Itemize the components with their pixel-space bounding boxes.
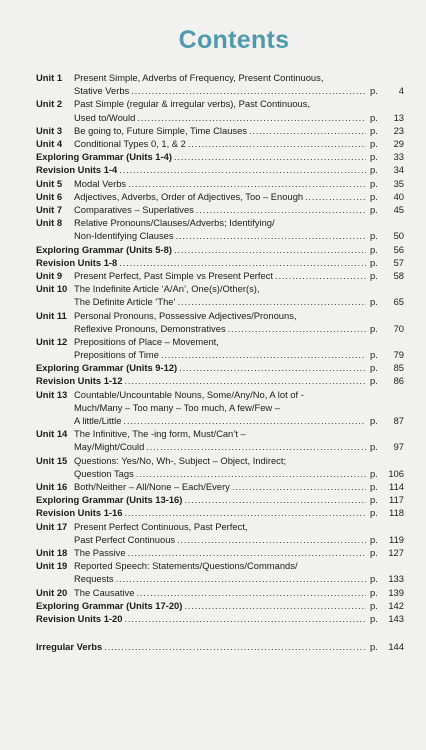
entry-line <box>74 190 366 203</box>
toc-section-heading <box>36 150 404 163</box>
dot-leader <box>305 190 366 203</box>
page-number: 13 <box>393 111 404 123</box>
unit-label: Unit 16 <box>36 481 68 492</box>
entry-title: Past Perfect Continuous <box>74 533 176 545</box>
page-prefix: p. <box>370 151 378 163</box>
page-prefix: p. <box>370 546 378 558</box>
page-reference <box>370 493 404 506</box>
entry-text <box>74 203 366 216</box>
toc-section-heading <box>36 361 404 374</box>
toc-section-heading <box>36 612 404 625</box>
entry-line <box>74 216 366 229</box>
entry-title: Revision Units 1-12 <box>36 375 123 387</box>
dot-leader <box>176 229 366 242</box>
entry-line <box>36 599 366 612</box>
toc-entry <box>36 203 404 216</box>
entry-line <box>74 414 366 427</box>
page-prefix: p. <box>370 203 378 215</box>
page-number: 57 <box>393 256 404 268</box>
page-reference <box>370 361 404 374</box>
page-reference <box>370 506 404 519</box>
dot-leader <box>125 506 367 519</box>
entry-text <box>74 520 366 546</box>
entry-line <box>74 401 366 414</box>
entry-title: Revision Units 1-16 <box>36 507 123 519</box>
entry-text <box>74 586 366 599</box>
toc-section-heading <box>36 374 404 387</box>
entry-title: The Passive <box>74 546 126 558</box>
dot-leader <box>228 322 366 335</box>
toc-entry <box>36 190 404 203</box>
page-reference <box>370 71 404 97</box>
unit-label: Unit 10 <box>36 283 68 295</box>
entry-line <box>74 97 366 110</box>
page-number: 45 <box>393 203 404 215</box>
dot-leader <box>119 163 366 176</box>
entry-title: May/Might/Could <box>74 441 145 453</box>
entry-text <box>74 559 366 585</box>
dot-leader <box>136 467 366 480</box>
entry-title: Reflexive Pronouns, Demonstratives <box>74 322 226 334</box>
dot-leader <box>275 269 366 282</box>
dot-leader <box>119 256 366 269</box>
page-prefix: p. <box>370 164 378 176</box>
page-prefix: p. <box>370 573 378 585</box>
toc-entry <box>36 282 404 308</box>
unit-label: Unit 13 <box>36 388 68 400</box>
entry-title: Past Simple (regular & irregular verbs), Past Continuous, <box>74 98 311 110</box>
unit-label: Unit 20 <box>36 586 68 598</box>
dot-leader <box>131 84 366 97</box>
entry-title: Exploring Grammar (Units 17-20) <box>36 599 183 611</box>
entry-title: Question Tags <box>74 467 134 479</box>
dot-leader <box>128 177 366 190</box>
entry-title: Exploring Grammar (Units 13-16) <box>36 494 183 506</box>
page-reference <box>370 480 404 493</box>
page-prefix: p. <box>370 349 378 361</box>
page-reference <box>370 97 404 123</box>
page-reference <box>370 203 404 216</box>
dot-leader <box>184 493 366 506</box>
page-number: 65 <box>393 296 404 308</box>
entry-text <box>36 612 366 625</box>
entry-title: Present Simple, Adverbs of Frequency, Present Continuous, <box>74 72 324 83</box>
unit-label: Unit 2 <box>36 98 63 110</box>
unit-label: Unit 5 <box>36 177 63 189</box>
page-number: 142 <box>388 599 404 611</box>
page-prefix: p. <box>370 322 378 334</box>
entry-title: Reported Speech: Statements/Questions/Commands/ <box>74 560 298 572</box>
toc-entry <box>36 388 404 428</box>
page-number: 144 <box>388 641 404 653</box>
entry-title: Much/Many – Too many – Too much, A few/Few – <box>74 401 281 413</box>
toc-entry <box>36 177 404 190</box>
page-reference <box>370 190 404 203</box>
page-number: 85 <box>393 362 404 374</box>
entry-title: Revision Units 1-20 <box>36 612 123 624</box>
page-prefix: p. <box>370 586 378 598</box>
page-prefix: p. <box>370 243 378 255</box>
dot-leader <box>146 440 366 453</box>
page-prefix: p. <box>370 415 378 427</box>
page-number: 40 <box>393 190 404 202</box>
page-prefix: p. <box>370 256 378 268</box>
page-reference <box>370 137 404 150</box>
entry-text <box>74 427 366 453</box>
entry-line <box>74 546 366 559</box>
entry-title: Personal Pronouns, Possessive Adjectives/Pronouns, <box>74 309 297 321</box>
page-number: 118 <box>389 507 404 519</box>
dot-leader <box>249 124 366 137</box>
page-reference <box>370 309 404 335</box>
toc-entry <box>36 454 404 480</box>
table-of-contents <box>36 71 404 653</box>
toc-section-heading <box>36 506 404 519</box>
entry-text <box>74 282 366 308</box>
entry-title: Non-Identifying Clauses <box>74 230 174 242</box>
page-reference <box>370 335 404 361</box>
page-number: 79 <box>393 349 404 361</box>
entry-line <box>74 229 366 242</box>
entry-text <box>36 599 366 612</box>
entry-line <box>74 137 366 150</box>
page-reference <box>370 546 404 559</box>
entry-text <box>36 150 366 163</box>
dot-leader <box>161 348 366 361</box>
toc-section-heading <box>36 493 404 506</box>
dot-leader <box>174 150 366 163</box>
entry-line <box>36 612 366 625</box>
page-prefix: p. <box>370 296 378 308</box>
page-number: 4 <box>398 85 404 97</box>
page-reference <box>370 559 404 585</box>
entry-title: The Causative <box>74 586 135 598</box>
page-title: Contents <box>178 26 290 54</box>
entry-text <box>36 493 366 506</box>
dot-leader <box>196 203 366 216</box>
entry-title: Conditional Types 0, 1, & 2 <box>74 137 186 149</box>
entry-text <box>36 163 366 176</box>
page-number: 70 <box>393 322 404 334</box>
dot-leader <box>116 572 366 585</box>
page-prefix: p. <box>370 612 378 624</box>
unit-label: Unit 7 <box>36 203 63 215</box>
page-reference <box>370 599 404 612</box>
dot-leader <box>174 243 366 256</box>
entry-line <box>74 295 366 308</box>
entry-text <box>74 124 366 137</box>
entry-line <box>36 243 366 256</box>
page-reference <box>370 388 404 428</box>
page-number: 23 <box>393 124 404 136</box>
toc-entry <box>36 309 404 335</box>
toc-entry <box>36 559 404 585</box>
page-prefix: p. <box>370 124 378 136</box>
page-number: 56 <box>393 243 404 255</box>
page-number: 58 <box>393 269 404 281</box>
page-reference <box>370 282 404 308</box>
entry-title: Present Perfect, Past Simple vs Present Perfect <box>74 269 274 281</box>
entry-text <box>74 177 366 190</box>
page-reference <box>370 427 404 453</box>
toc-section-heading <box>36 243 404 256</box>
entry-title: Exploring Grammar (Units 5-8) <box>36 243 172 255</box>
page-prefix: p. <box>370 494 378 506</box>
entry-line <box>36 493 366 506</box>
entry-text <box>74 454 366 480</box>
entry-line <box>74 203 366 216</box>
toc-entry <box>36 269 404 282</box>
dot-leader <box>125 612 367 625</box>
toc-entry <box>36 137 404 150</box>
unit-label: Unit 11 <box>36 309 67 321</box>
entry-text <box>74 309 366 335</box>
dot-leader <box>104 640 366 653</box>
entry-line <box>74 559 366 572</box>
entry-title: Used to/Would <box>74 111 136 123</box>
dot-leader <box>188 137 366 150</box>
page-prefix: p. <box>370 375 378 387</box>
page-prefix: p. <box>370 85 378 97</box>
entry-title: Be going to, Future Simple, Time Clauses <box>74 124 247 136</box>
entry-title: Prepositions of Time <box>74 349 159 361</box>
entry-line <box>36 361 366 374</box>
entry-title: The Infinitive, The -ing form, Must/Can’t – <box>74 428 246 440</box>
entry-text <box>74 546 366 559</box>
toc-entry <box>36 71 404 97</box>
entry-line <box>74 427 366 440</box>
unit-label: Unit 12 <box>36 335 68 347</box>
entry-text <box>36 361 366 374</box>
page-number: 106 <box>388 467 404 479</box>
page-number: 35 <box>393 177 404 189</box>
entry-line <box>74 84 366 97</box>
page-prefix: p. <box>370 111 378 123</box>
entry-title: Revision Units 1-8 <box>36 256 118 268</box>
page-number: 127 <box>388 546 404 558</box>
page-reference <box>370 163 404 176</box>
dot-leader <box>123 414 366 427</box>
dot-leader <box>179 361 366 374</box>
toc-section-heading <box>36 256 404 269</box>
entry-title: Adjectives, Adverbs, Order of Adjectives, Too – Enough <box>74 190 304 202</box>
unit-label: Unit 19 <box>36 560 68 572</box>
entry-title: Questions: Yes/No, Wh-, Subject – Object, Indirect; <box>74 454 287 466</box>
dot-leader <box>136 586 366 599</box>
dot-leader <box>184 599 366 612</box>
dot-leader <box>178 295 366 308</box>
unit-label: Unit 8 <box>36 217 63 229</box>
entry-title: Present Perfect Continuous, Past Perfect, <box>74 520 248 532</box>
page-reference <box>370 243 404 256</box>
entry-text <box>74 216 366 242</box>
page-reference <box>370 454 404 480</box>
entry-line <box>74 533 366 546</box>
entry-line <box>74 111 366 124</box>
page-reference <box>370 124 404 137</box>
toc-section-heading <box>36 163 404 176</box>
entry-line <box>36 374 366 387</box>
entry-title: Modal Verbs <box>74 177 127 189</box>
toc-entry <box>36 520 404 546</box>
entry-line <box>36 640 366 653</box>
entry-text <box>74 190 366 203</box>
entry-title: Exploring Grammar (Units 1-4) <box>36 151 172 163</box>
toc-entry <box>36 335 404 361</box>
page-number: 119 <box>389 533 404 545</box>
page-prefix: p. <box>370 641 378 653</box>
page-number: 87 <box>393 415 404 427</box>
entry-title: Countable/Uncountable Nouns, Some/Any/No, A lot of - <box>74 388 304 400</box>
entry-text <box>74 71 366 97</box>
entry-text <box>36 506 366 519</box>
entry-line <box>74 124 366 137</box>
page-number: 29 <box>393 137 404 149</box>
entry-line <box>74 388 366 401</box>
unit-label: Unit 4 <box>36 137 63 149</box>
page-number: 139 <box>388 586 404 598</box>
entry-title: Requests <box>74 573 114 585</box>
entry-title: A little/Little <box>74 415 122 427</box>
entry-text <box>36 640 366 653</box>
toc-entry <box>36 546 404 559</box>
dot-leader <box>177 533 366 546</box>
entry-title: Revision Units 1-4 <box>36 164 118 176</box>
page-reference <box>370 374 404 387</box>
page-prefix: p. <box>370 533 378 545</box>
entry-text <box>74 269 366 282</box>
dot-leader <box>232 480 366 493</box>
entry-line <box>74 572 366 585</box>
page-prefix: p. <box>370 362 378 374</box>
entry-line <box>74 520 366 533</box>
unit-label: Unit 9 <box>36 269 63 281</box>
entry-title: Relative Pronouns/Clauses/Adverbs; Identifying/ <box>74 217 275 229</box>
entry-text <box>36 374 366 387</box>
page-number: 86 <box>393 375 404 387</box>
entry-line <box>74 348 366 361</box>
entry-line <box>36 150 366 163</box>
page-reference <box>370 612 404 625</box>
page-prefix: p. <box>370 177 378 189</box>
page-reference <box>370 520 404 546</box>
dot-leader <box>125 374 367 387</box>
unit-label: Unit 15 <box>36 454 68 466</box>
page-number: 34 <box>393 164 404 176</box>
entry-line <box>74 440 366 453</box>
entry-title: Irregular Verbs <box>36 641 103 653</box>
entry-line <box>74 282 366 295</box>
page-reference <box>370 177 404 190</box>
toc-entry <box>36 97 404 123</box>
unit-label: Unit 6 <box>36 190 63 202</box>
unit-label: Unit 3 <box>36 124 63 136</box>
entry-title: Prepositions of Place – Movement, <box>74 335 219 347</box>
page-number: 114 <box>389 481 404 492</box>
entry-text <box>74 480 366 493</box>
entry-line <box>74 454 366 467</box>
page-prefix: p. <box>370 441 378 453</box>
unit-label: Unit 1 <box>36 72 63 83</box>
entry-title: The Definite Article ‘The’ <box>74 296 176 308</box>
entry-line <box>74 335 366 348</box>
page-number: 117 <box>389 494 404 506</box>
page-reference <box>370 269 404 282</box>
entry-title: Stative Verbs <box>74 85 130 97</box>
entry-text <box>74 388 366 428</box>
entry-line <box>74 71 366 84</box>
page-number: 50 <box>393 230 404 242</box>
entry-title: Exploring Grammar (Units 9-12) <box>36 362 178 374</box>
entry-text <box>74 137 366 150</box>
entry-title: Comparatives – Superlatives <box>74 203 194 215</box>
page-number: 133 <box>388 573 404 585</box>
entry-line <box>36 506 366 519</box>
page-reference <box>370 256 404 269</box>
entry-text <box>36 256 366 269</box>
page-prefix: p. <box>370 481 378 492</box>
entry-line <box>74 467 366 480</box>
toc-entry <box>36 216 404 242</box>
page-reference <box>370 150 404 163</box>
unit-label: Unit 17 <box>36 520 68 532</box>
page-prefix: p. <box>370 230 378 242</box>
entry-title: The Indefinite Article ‘A/An’, One(s)/Other(s), <box>74 283 260 295</box>
page-prefix: p. <box>370 467 378 479</box>
entry-title: Both/Neither – All/None – Each/Every <box>74 481 230 492</box>
page-prefix: p. <box>370 599 378 611</box>
entry-text <box>36 243 366 256</box>
toc-section-heading <box>36 599 404 612</box>
entry-line <box>74 480 366 493</box>
entry-line <box>74 269 366 282</box>
dot-leader <box>137 111 366 124</box>
page-prefix: p. <box>370 269 378 281</box>
entry-text <box>74 335 366 361</box>
dot-leader <box>128 546 366 559</box>
toc-section-heading <box>36 640 404 653</box>
entry-line <box>74 177 366 190</box>
entry-line <box>36 256 366 269</box>
page-number: 143 <box>388 612 404 624</box>
page-number: 97 <box>393 441 404 453</box>
entry-line <box>74 322 366 335</box>
page-number: 33 <box>393 151 404 163</box>
page-prefix: p. <box>370 137 378 149</box>
page-prefix: p. <box>370 190 378 202</box>
page-reference <box>370 586 404 599</box>
page-prefix: p. <box>370 507 378 519</box>
page-reference <box>370 640 404 653</box>
entry-line <box>36 163 366 176</box>
toc-entry <box>36 480 404 493</box>
page-reference <box>370 216 404 242</box>
entry-line <box>74 586 366 599</box>
toc-entry <box>36 124 404 137</box>
toc-entry <box>36 427 404 453</box>
toc-entry <box>36 586 404 599</box>
entry-line <box>74 309 366 322</box>
unit-label: Unit 18 <box>36 546 68 558</box>
entry-text <box>74 97 366 123</box>
unit-label: Unit 14 <box>36 428 68 440</box>
